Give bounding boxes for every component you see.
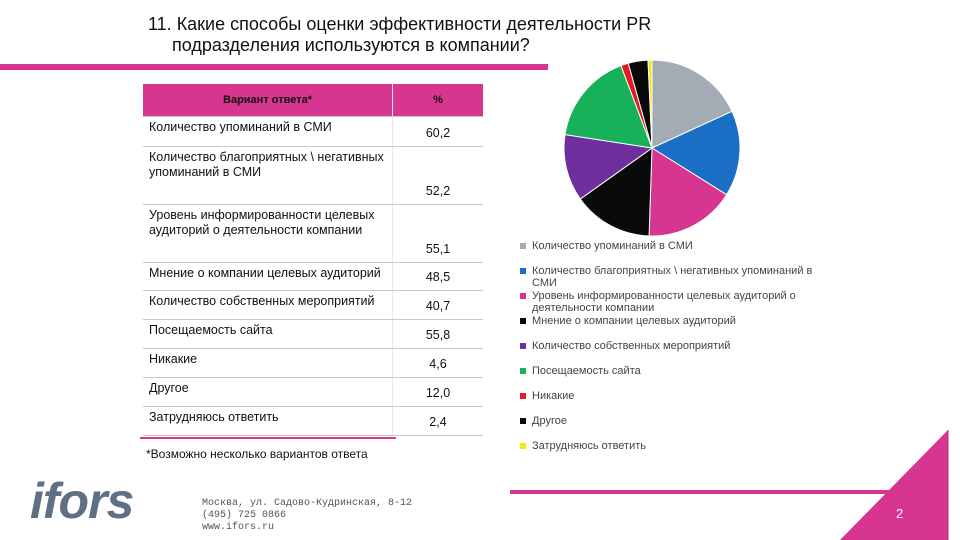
table-bottom-accent: [140, 437, 396, 439]
table-row: [143, 263, 483, 291]
table-header-row: [143, 84, 483, 117]
footnote: *Возможно несколько вариантов ответа: [146, 447, 368, 461]
row-label: Количество упоминаний в СМИ: [143, 117, 393, 147]
row-value: 52,2: [393, 147, 484, 205]
legend-swatch: [520, 268, 526, 274]
row-label: Затрудняюсь ответить: [143, 407, 393, 436]
legend-swatch: [520, 418, 526, 424]
legend-label: Количество благоприятных \ негативных упоминаний в СМИ: [532, 265, 813, 289]
row-value: 55,8: [393, 320, 484, 349]
pie-chart: [560, 56, 744, 240]
website-text: www.ifors.ru: [202, 522, 275, 533]
title-underline-bar: [0, 64, 548, 70]
footer-accent-bar: [510, 490, 890, 494]
responses-table: [143, 84, 483, 436]
legend-label: Количество упоминаний в СМИ: [532, 240, 693, 252]
contact-block: [202, 498, 412, 534]
table-row: [143, 349, 483, 378]
row-label: Уровень информированности целевых аудиторий о деятельности компании: [143, 205, 393, 263]
legend-label: Количество собственных мероприятий: [532, 340, 731, 352]
corner-triangle-decoration: [840, 430, 960, 540]
legend-label: Никакие: [532, 390, 575, 402]
header-percent: %: [393, 84, 484, 117]
title-line-1: 11. Какие способы оценки эффективности деятельности PR: [148, 14, 652, 34]
row-value: 55,1: [393, 205, 484, 263]
table-row: [143, 205, 483, 263]
ifors-logo: ifors: [30, 473, 134, 529]
row-label: Количество собственных мероприятий: [143, 291, 393, 320]
row-label: Мнение о компании целевых аудиторий: [143, 263, 393, 291]
row-label: Посещаемость сайта: [143, 320, 393, 349]
legend-label: Другое: [532, 415, 567, 427]
legend-swatch: [520, 243, 526, 249]
table-row: [143, 378, 483, 407]
title-line-2: подразделения используются в компании?: [172, 35, 530, 55]
legend-swatch: [520, 443, 526, 449]
legend-label: Мнение о компании целевых аудиторий: [532, 315, 736, 327]
legend-swatch: [520, 318, 526, 324]
row-label: Никакие: [143, 349, 393, 378]
page-number: 2: [896, 506, 904, 521]
legend-label: Уровень информированности целевых аудиторий о деятельности компании: [532, 290, 796, 314]
legend-swatch: [520, 393, 526, 399]
row-value: 40,7: [393, 291, 484, 320]
table-row: [143, 117, 483, 147]
row-value: 2,4: [393, 407, 484, 436]
table-row: [143, 320, 483, 349]
table-row: [143, 407, 483, 436]
corner-triangle: [840, 430, 948, 540]
row-value: 48,5: [393, 263, 484, 291]
row-label: Количество благоприятных \ негативных упоминаний в СМИ: [143, 147, 393, 205]
table-row: [143, 291, 483, 320]
row-label: Другое: [143, 378, 393, 407]
phone-text: (495) 725 0866: [202, 510, 287, 521]
row-value: 4,6: [393, 349, 484, 378]
row-value: 12,0: [393, 378, 484, 407]
address-text: Москва, ул. Садово-Кудринская, 8-12: [202, 498, 413, 509]
legend-swatch: [520, 368, 526, 374]
table-row: [143, 147, 483, 205]
slide-title: [148, 14, 708, 56]
legend-swatch: [520, 293, 526, 299]
legend-label: Посещаемость сайта: [532, 365, 641, 377]
row-value: 60,2: [393, 117, 484, 147]
header-answer: Вариант ответа*: [143, 84, 393, 117]
legend-label: Затрудняюсь ответить: [532, 440, 647, 452]
legend-swatch: [520, 343, 526, 349]
